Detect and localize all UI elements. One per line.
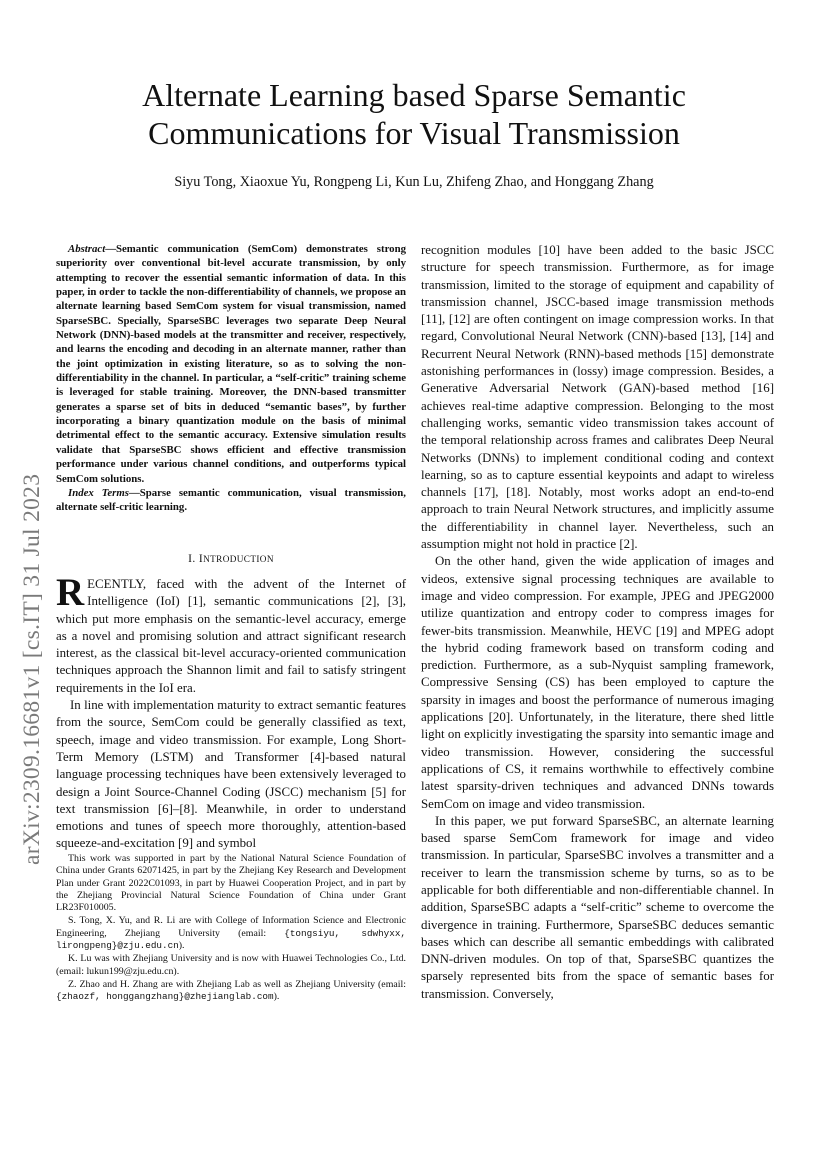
footnote-email: lukun199@zju.edu.cn	[86, 965, 174, 977]
drop-cap: R	[56, 571, 85, 614]
paper-title	[0, 76, 828, 152]
section-heading	[56, 553, 406, 565]
intro-paragraph-2: In line with implementation maturity to extract semantic features from the source, SemCom could be generally classified as text, speech, image and video transmission. For example, Long Short-Term Memory (LSTM) and Transformer [4]-based natural language processing techniques have been extensively leveraged to design a Joint Source-Channel Coding (JSCC) mechanism [5] for text transmission [6]–[8]. Meanwhile, in order to understand emotions and tunes of speech more thoroughly, attention-based squeeze-and-excitation [9] and symbol	[56, 698, 406, 851]
arxiv-stamp: arXiv:2309.16681v1 [cs.IT] 31 Jul 2023	[19, 473, 45, 865]
footnote-email: {zhaozf, honggangzhang}@zhejianglab.com	[56, 991, 274, 1003]
abstract	[56, 242, 406, 515]
intro-paragraph-1	[56, 571, 406, 697]
author-list: Siyu Tong, Xiaoxue Yu, Rongpeng Li, Kun Lu, Zhifeng Zhao, and Honggang Zhang	[174, 174, 654, 190]
footnote-text: S. Tong, X. Yu, and R. Li are with College of Information Science and Electronic Engineering, Zhejiang University (email:	[56, 915, 406, 939]
abstract-paragraph	[56, 242, 406, 486]
intro-paragraph-1-text: ECENTLY, faced with the advent of the Internet of Intelligence (IoI) [1], semantic communications [2], [3], which put more emphasis on the semantic-level accuracy, emerge as a novel and promising solution and attract significant research interest, as the classical bit-level accuracy-oriented communication techniques approach the Shannon limit and fail to satisfy stringent requirements in the IoI era.	[56, 577, 406, 695]
footnote-funding: This work was supported in part by the National Natural Science Foundation of China under Grants 62071425, in part by the Zhejiang Key Research and Development Plan under Grant 2022C01093, in part by Huawei Cooperation Project, and in part by the Zhejiang Provincial Natural Science Foundation of China under Grant LR23F010005.	[56, 853, 406, 914]
abstract-text: —Semantic communication (SemCom) demonstrates strong superiority over conventional bit-level accurate transmission, by only attempting to recover the essential semantic information of data. In this paper, in order to tackle the non-differentiability of channels, we propose an alternate learning based SemCom system for visual transmission, named SparseSBC. Specially, SparseSBC leverages two separate Deep Neural Network (DNN)-based models at the transmitter and receiver, respectively, and learns the encoding and decoding in an alternate manner, rather than the joint optimization in existing literature, so as to solving the non-differentiability in the channel. In particular, a “self-critic” training scheme is leveraged for stable training. Moreover, the DNN-based transmitter generates a sparse set of bits in deduced “semantic bases”, by further incorporating a binary quantization module on the basis of minimal detrimental effect to the semantic accuracy. Extensive simulation results validate that SparseSBC shows efficient and effective transmission performance under various channel conditions, and outperforms typical SemCom solutions.	[56, 243, 406, 485]
abstract-label: Abstract	[68, 243, 106, 255]
footnote-email: {tongsiyu, sdwhyxx, lirongpeng}@zju.edu.cn	[56, 927, 406, 952]
footnote-affiliation-2	[56, 953, 406, 978]
right-paragraph-3: In this paper, we put forward SparseSBC, an alternate learning based sparse SemCom framework for image and video transmission. In particular, SparseSBC involves a transmitter and a receiver to learn the transmission scheme by turns, so as to be applicable for both differentiable and non-differentiable channel. In addition, SparseSBC adapts a “self-critic” scheme to overcome the divergence in training. Furthermore, SparseSBC deduces semantic bases which can describe all semantic embeddings with calibrated DNN-driven modules. On top of that, SparseSBC quantizes the sparsely represented bits from the space of semantic bases for transmission. Conversely,	[421, 813, 774, 1001]
footnote-text: ).	[178, 940, 185, 952]
index-terms-label: Index Terms	[68, 486, 129, 499]
section-numeral: I. I	[188, 553, 204, 565]
title-line-2: Communications for Visual Transmission	[148, 115, 680, 151]
footnote-text: ).	[273, 991, 280, 1003]
introduction-text	[56, 571, 406, 853]
index-terms	[56, 486, 406, 515]
right-column-text	[421, 242, 774, 1003]
footnote-affiliation-3	[56, 979, 406, 1004]
right-paragraph-1: recognition modules [10] have been added to the basic JSCC structure for speech transmission. Furthermore, as for image transmission, limited to the storage of equipment and capability of transmission channel, JSCC-based image transmission methods [11], [12] are often contingent on image compression works. In that regard, Convolutional Neural Network (CNN)-based [13], [14] and Recurrent Neural Network (RNN)-based methods [15] demonstrate astonishing performances in (lossy) image compression. Besides, a Generative Adversarial Network (GAN)-based method [16] achieves real-time adaptive compression. Belonging to the most challenging works, semantic video transmission takes account of the temporal relationship across frames and calibrates Deep Neural Networks (DNNs) to implement conditional coding and context learning, so as to capture essential keypoints and adapt to wireless channels [17], [18]. Notably, most works adopt an end-to-end approach to train Neural Network structures, and implicitly assume the differentiability in channel layer. Nevertheless, such an assumption might not hold in practice [2].	[421, 243, 774, 552]
index-terms-text: —Sparse semantic communication, visual transmission, alternate self-critic learning.	[56, 486, 406, 514]
footnote-text: Z. Zhao and H. Zhang are with Zhejiang Lab as well as Zhejiang University (email:	[68, 978, 406, 990]
footnotes	[56, 853, 406, 1005]
title-line-1: Alternate Learning based Sparse Semantic	[142, 77, 686, 113]
footnote-affiliation-1	[56, 915, 406, 952]
section-name: NTRODUCTION	[203, 554, 274, 564]
footnote-text: ).	[173, 965, 180, 977]
right-paragraph-2: On the other hand, given the wide application of images and videos, extensive signal processing techniques are available to image and video compression. For example, JPEG and JPEG2000 utilize quantization and entropy coder to compress images for fewer-bits transmission. Meanwhile, HEVC [19] and MPEG adopt the hybrid coding framework based on transform coding and prediction. Furthermore, as a sub-Nyquist sampling framework, Compressive Sensing (CS) has been employed to capture the sparsity in images and boost the performance of numerous imaging applications [20]. Unfortunately, in the literature, there shed little light on explicitly investigating the sparsity into semantic image and video transmission. However, considering the successful applications of CS, it remains worthwhile to effectively combine latest sparsity-driven techniques and advanced DNNs towards SemCom on image and video transmission.	[421, 554, 774, 811]
footnote-text: K. Lu was with Zhejiang University and is now with Huawei Technologies Co., Ltd. (email:	[56, 953, 406, 977]
